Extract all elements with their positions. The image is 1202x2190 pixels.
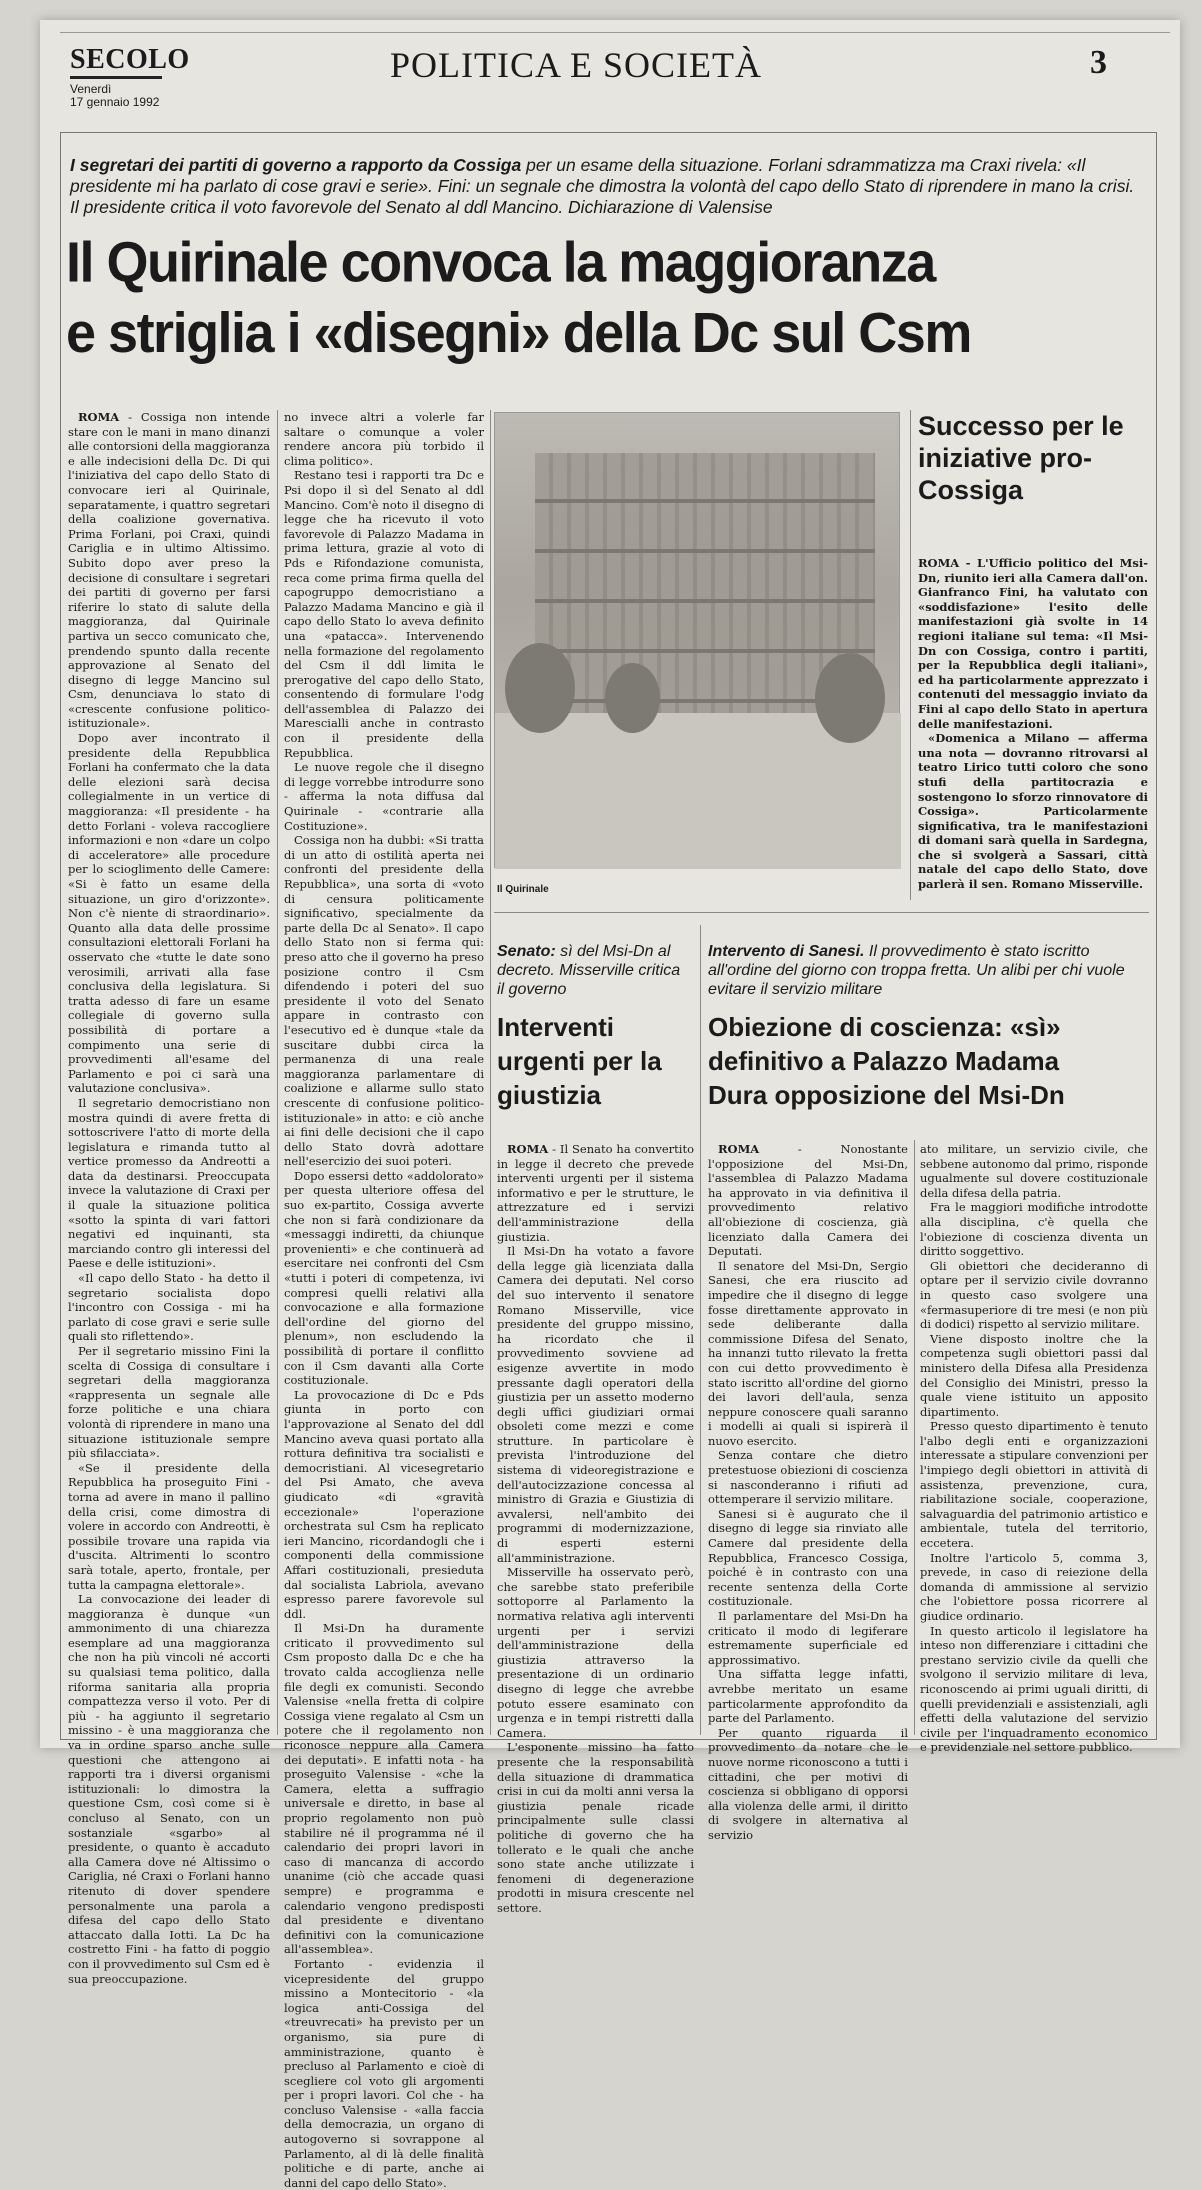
article2-kicker-bold: Senato: [497, 943, 556, 960]
paragraph: ato militare, un servizio civile, che sebbene autonomo dal primo, risponde ugualmente sul dovere costituzionale della difesa della patria. [920, 1142, 1148, 1200]
column-divider [914, 1140, 915, 1735]
paragraph: Fra le maggiori modifiche introdotte alla disciplina, c'è quella che l'obiezione di coscienza diventa un diritto soggettivo. [920, 1200, 1148, 1259]
dateline: ROMA [78, 410, 120, 424]
article2-kicker [497, 942, 687, 999]
article3-body-column-2 [920, 1142, 1148, 1755]
sidebar-headline: Successo per le iniziative pro-Cossiga [918, 411, 1124, 505]
paragraph: Presso questo dipartimento è tenuto l'albo degli enti e organizzazioni interessate a stipulare convenzioni per l'impiego degli obiettori in attività di assistenza, prevenzione, cura, riabilitazione sociale, cooperazione, salvaguardia del patrimonio artistico e ambientale, tutela del territorio, eccetera. [920, 1419, 1148, 1551]
paragraph: Gli obiettori che decideranno di optare per il servizio civile dovranno in questo caso svolgere una «fermasuperiore di tre mesi (e non più di dodici) rispetto al servizio militare. [920, 1258, 1148, 1332]
photo-tree [815, 653, 885, 743]
issue-date: 17 gennaio 1992 [70, 95, 160, 109]
paragraph: - Nonostante l'opposizione del Msi-Dn, l'assemblea di Palazzo Madama ha approvato in via definitiva il provvedimento relativo all'obiezione di coscienza, già licenziato dalla Camera dei Deputati. [708, 1142, 908, 1259]
column-divider [700, 925, 701, 1735]
page-number: 3 [1090, 44, 1107, 81]
main-kicker [70, 155, 1140, 218]
paragraph: Cossiga non ha dubbi: «Si tratta di un atto di ostilità aperta nei confronti del presidente della Repubblica», una sorta di «voto di censura politicamente significativo, specialmente da parte della Dc al Senato». Il capo dello Stato non si ferma qui: preso atto che il governo ha preso posizione contro il Csm difendendo i poteri del suo presidente il voto del Senato appare in contrasto con l'esecutivo ed è dunque «tale da suscitare dubbi circa la permanenza di una reale maggioranza parlamentare di coalizione e allarme sullo stato crescente di confusione politico-istituzionale» in atto: e ciò anche ai fini delle decisioni che il capo dello Stato dovrà adottare nell'esercizio dei suoi poteri. [284, 833, 484, 1169]
paragraph: Il segretario democristiano non mostra quindi di avere fretta di sottoscrivere l'atto di morte della legislatura e rimanda tutto al vertice promesso da Andreotti a data da destinarsi. Preoccupata invece la valutazione di Craxi per il quale la situazione politica «sotto la spinta di vari fattori negativi ed inquinanti, sta marciando contro gli interessi del Paese e delle istituzioni». [68, 1095, 270, 1271]
article3-headline [708, 1010, 1148, 1112]
main-kicker-text: per un esame della situazione. Forlani sdrammatizza ma Craxi rivela: «Il presidente mi ha parlato di cose gravi e serie». Fini: un segnale che dimostra la volontà del capo dello Stato di riprendere in mano la crisi. Il presidente critica il voto favorevole del Senato al ddl Mancino. Dichiarazione di Valensise [70, 155, 1135, 217]
article2-headline: Interventi urgenti per la giustizia [497, 1012, 662, 1110]
main-headline [66, 228, 1151, 369]
paragraph: Misserville ha osservato però, che sarebbe stato preferibile sottoporre al Parlamento la normativa relativa agli interventi urgenti per i servizi dell'amministrazione della giustizia attraverso la presentazione di un ordinario disegno di legge che avrebbe potuto essere esaminato con urgenza e in tempi ristretti dalla Camera. [497, 1565, 694, 1740]
paragraph: ROMA - L'Ufficio politico del Msi-Dn, riunito ieri alla Camera dall'on. Gianfranco Fini, ha valutato con «soddisfazione» l'esito delle manifestazioni già svolte in 14 regioni italiane sul tema: «Il Msi-Dn con Cossiga, contro i partiti, per la Repubblica degli italiani», ed ha particolarmente apprezzato i contenuti del messaggio inviato da Fini al capo dello Stato in apertura delle manifestazioni. [918, 556, 1148, 731]
top-rule [60, 32, 1170, 33]
paragraph: Viene disposto inoltre che la competenza sugli obiettori passi dal ministero della Difesa alla Presidenza del Consiglio dei Ministri, presso la quale viene istituito un apposito dipartimento. [920, 1331, 1148, 1419]
paragraph: Per quanto riguarda il provvedimento da notare che le nuove norme riconoscono a tutti i cittadini, che per motivi di coscienza si obbligano di opporsi alla violenza delle armi, il diritto di svolgere in alternativa al servizio [708, 1725, 908, 1842]
article3-headline-line1: Obiezione di coscienza: «sì» [708, 1012, 1061, 1042]
main-article-column-1 [68, 410, 270, 1986]
paragraph: Il Msi-Dn ha votato a favore della legge già licenziata dalla Camera dei deputati. Nel corso del suo intervento il senatore Romano Misserville, vice presidente del gruppo missino, ha ricordato che il provvedimento sovviene ad esigenze avvertite in modo pressante dagli operatori della giustizia per un assetto moderno degli uffici giudiziari ormai obsoleti come mezzi e come strutture. In particolare è prevista l'introduzione del sistema di videoregistrazione e dell'autocizzazione concessa al ministro di Grazia e Giustizia di avvalersi, nell'ambito dei programmi di modernizzazione, di esperti esterni all'amministrazione. [497, 1244, 694, 1565]
photo-caption: Il Quirinale [497, 884, 549, 895]
paragraph: - Il Senato ha convertito in legge il decreto che prevede interventi urgenti per il sistema informativo e per le strutture, le attrezzature ed i servizi dell'amministrazione della giustizia. [497, 1142, 694, 1244]
paragraph: La convocazione dei leader di maggioranza è dunque «un ammonimento di una chiarezza esemplare ad una maggioranza che non ha più vincoli né accorti su qualsiasi tema politico, dalla riforma sanitaria alla propria compattezza verso il voto. Per di più - ha aggiunto il segretario missino - è una maggioranza che va in ordine sparso anche sulle questioni che attengono ai rapporti tra i diversi organismi istituzionali: lo dimostra la questione Csm, così come si è concluso al Senato, con un sostanziale «sgarbo» al presidente, o quanto è accaduto alla Camera dove né Altissimo o Cariglia, né Craxi o Forlani hanno ritenuto di dover spendere personalmente una parola a difesa del capo dello Stato attaccato dalla Iotti. La Dc ha costretto Fini - ha fatto di poggio con il provvedimento sul Csm ed è sua preoccupazione. [68, 1592, 270, 1986]
main-headline-line1: Il Quirinale convoca la maggioranza [66, 231, 935, 295]
quirinale-photo [494, 412, 900, 868]
photo-tree [505, 643, 575, 733]
paragraph: no invece altri a volerle far saltare o comunque a voler rendere ancora più torbido il clima politico». [284, 410, 484, 468]
main-kicker-bold: I segretari dei partiti di governo a rapporto da Cossiga [70, 155, 522, 175]
article3-headline-line3: Dura opposizione del Msi-Dn [708, 1080, 1065, 1110]
column-divider [490, 410, 491, 1735]
article2-body [497, 1142, 694, 1915]
article3-kicker-text: Il provvedimento è stato iscritto all'ordine del giorno con troppa fretta. Un alibi per chi vuole evitare il servizio militare [708, 943, 1125, 998]
paragraph: Fortanto - evidenzia il vicepresidente del gruppo missino a Montecitorio - «la logica anti-Cossiga del «treuvrecati» ha previsto per un organismo, sia pure di amministrazione, quanto è precluso al Parlamento e cioè di scegliere col voto gli argomenti per i propri lavori. Col che - ha concluso Valensise - «alla faccia della democrazia, un organo di autogoverno si sovrappone al Parlamento, al di là delle finalità politiche e di parte, anche ai danni del capo dello Stato». [284, 1956, 484, 2190]
paragraph: - Cossiga non intende stare con le mani in mano dinanzi alle contorsioni della maggioranza e alle indecisioni della Dc. Di qui l'iniziativa del capo dello Stato di convocare ieri al Quirinale, separatamente, i quattro segretari della coalizione governativa. Prima Forlani, poi Craxi, quindi Cariglia e in ultimo Altissimo. Subito dopo aver preso la decisione di consultare i segretari dei partiti di governo per farsi riferire lo stato di salute della maggioranza, dal Quirinale partiva un secco comunicato che, prendendo spunto dalla recente approvazione al Senato del disegno di legge Mancino sul Csm, denunciava lo stato di «crescente confusione politico-istituzionale». [68, 410, 270, 731]
column-divider [277, 410, 278, 1735]
paragraph: «Il capo dello Stato - ha detto il segretario socialista dopo l'incontro con Cossiga - mi ha parlato di cose gravi e serie sulle quali sto riflettendo». [68, 1271, 270, 1344]
article3-body-column-1 [708, 1142, 908, 1842]
dateline: ROMA [507, 1142, 549, 1156]
paragraph: Il Msi-Dn ha duramente criticato il provvedimento sul Csm proposto dalla Dc e che ha trovato calda accoglienza nelle file degli ex comunisti. Secondo Valensise «nella fretta di colpire Cossiga viene regalato al Csm un potere che il regolamento non riconosce neppure alla Camera dei deputati». E infatti nota - ha proseguito Valensise - «che la Camera, eletta a suffragio universale e diretto, in base al proprio regolamento non può stabilire né il programma né il calendario dei propri lavori in caso di mancanza di accordo unanime (ciò che accade quasi sempre) e programma e calendario vengono predisposti dal presidente e diventano definitivi con la comunicazione all'assemblea». [284, 1621, 484, 1957]
section-title: POLITICA E SOCIETÀ [390, 45, 762, 85]
issue-day: Venerdì [70, 82, 112, 96]
paragraph: La provocazione di Dc e Pds giunta in porto con l'approvazione al Senato del ddl Mancino aveva quasi portato alla rottura definitiva tra socialisti e democristiani. Al vicesegretario del Psi Amato, che aveva giudicato «di «gravità eccezionale» l'operazione orchestrata sul Csm ha replicato ieri Mancino, ricordandogli che i componenti della commissione Affari costituzionali, presieduta dal socialista Labriola, avevano espresso parere favorevole sul ddl. [284, 1387, 484, 1621]
paragraph: Il senatore del Msi-Dn, Sergio Sanesi, che era riuscito ad impedire che il disegno di legge fosse direttamente approvato in sede deliberante dalla commissione Difesa del Senato, ha innanzi tutto rilevato la fretta con cui detto provvedimento è stato iscritto all'ordine del giorno dei lavori dell'aula, senza neppure conoscere quali saranno i modelli ai quali si ispirerà il nuovo esercito. [708, 1258, 908, 1448]
photo-tree [605, 663, 660, 733]
paragraph: Dopo aver incontrato il presidente della Repubblica Forlani ha confermato che la data delle elezioni sarà decisa collegialmente in un vertice di maggioranza: «Il presidente - ha detto Forlani - voleva raccogliere informazioni e non «dare un colpo di acceleratore» alle procedure per lo scioglimento delle Camere: «Si è fatto un esame della situazione, un giro d'orizzonte». Non c'è niente di straordinario». Quanto alla data delle prossime consultazioni elettorali Forlani ha osservato che «tutte le date sono verosimili, arrivati alla fase conclusiva della legislatura. Si tratta adesso di fare un esame collegiale di governo sulla possibilità di portare a compimento una serie di provvedimenti all'esame del Parlamento e poi ci sarà una valutazione conclusiva». [68, 731, 270, 1096]
main-article-column-2 [284, 410, 484, 2190]
main-headline-line2: e striglia i «disegni» della Dc sul Csm [66, 301, 971, 365]
sidebar-body [918, 556, 1148, 896]
paragraph: Sanesi si è augurato che il disegno di legge sia rinviato alle Camere dal presidente della Repubblica, Francesco Cossiga, poiché è in contrasto con una recente sentenza della Corte costituzionale. [708, 1506, 908, 1609]
dateline: ROMA [718, 1142, 760, 1156]
paragraph: Restano tesi i rapporti tra Dc e Psi dopo il sì del Senato al ddl Mancino. Com'è noto il disegno di legge che ha ricevuto il voto favorevole di Palazzo Madama in prima lettura, grazie al voto di Pds e Rifondazione comunista, reca come prima firma quella del capogruppo democristiano a Palazzo Madama Mancino e già il capo dello Stato lo aveva definito una «patacca». Intervenendo nella formazione del regolamento del Csm il ddl limita le prerogative del capo dello Stato, consentendo di formulare l'odg dell'assemblea di Palazzo dei Marescialli anche in contrasto con il presidente della Repubblica. [284, 468, 484, 760]
logo-underline [70, 76, 162, 79]
article3-kicker [708, 942, 1148, 999]
paragraph: L'esponente missino ha fatto presente che la responsabilità della situazione di drammatica crisi in cui da molti anni versa la giustizia penale ricade principalmente sulle classi politiche di governo che ha tollerato e le quali che anche sono state anche utilizzate i fenomeni di degenerazione prodotti in misura crescente nel settore. [497, 1740, 694, 1915]
paragraph: Il parlamentare del Msi-Dn ha criticato il modo di legiferare estremamente superficiale ed approssimativo. [708, 1609, 908, 1667]
paragraph: «Se il presidente della Repubblica ha proseguito Fini - torna ad avere in mano il pallino della crisi, come dimostra di volere in accordo con Andreotti, è possibile trovare una rapida via d'uscita. Altrimenti lo scontro sarà totale, aperto, frontale, per tutta la campagna elettorale». [68, 1460, 270, 1592]
paragraph: «Domenica a Milano — afferma una nota — dovranno ritrovarsi al teatro Lirico tutti coloro che sono stufi della partitocrazia e sostengono lo sforzo rinnovatore di Cossiga». Particolarmente significativa, tra le manifestazioni di domani sarà quella in Sardegna, che si svolgerà a Sassari, città natale del capo dello Stato, dove parlerà il sen. Romano Misserville. [918, 731, 1148, 892]
paragraph: Dopo essersi detto «addolorato» per questa ulteriore offesa del suo ex-partito, Cossiga avverte che non si farà condizionare da «messaggi indiretti, da chiunque provenienti» e che continuerà ad esercitare nei confronti del Csm «tutti i poteri di competenza, ivi compresi quelli relativi alla convocazione e alla formazione dell'ordine del giorno del plenum», non escludendo la possibilità di portare il conflitto con il Csm davanti alla Corte costituzionale. [284, 1168, 484, 1388]
article3-kicker-bold: Intervento di Sanesi. [708, 943, 865, 960]
paragraph: Inoltre l'articolo 5, comma 3, prevede, in caso di reiezione della domanda di ammissione al servizio che l'obiettore possa ricorrere al giudice ordinario. [920, 1550, 1148, 1623]
section-divider [494, 912, 1149, 913]
paragraph: Per il segretario missino Fini la scelta di Cossiga di consultare i segretari della maggioranza «rappresenta un segnale alle forze politiche e una chiara volontà di riprendere in mano una situazione istituzionale sempre più sfilacciata». [68, 1344, 270, 1461]
article3-headline-line2: definitivo a Palazzo Madama [708, 1046, 1060, 1076]
column-divider [910, 410, 911, 900]
article2-kicker-text: sì del Msi-Dn al decreto. Misserville critica il governo [497, 943, 681, 998]
paragraph: In questo articolo il legislatore ha inteso non differenziare i cittadini che prestano servizio civile da quelli che svolgono il servizio militare di leva, riconoscendo ai primi uguali diritti, di quelli previdenziali e assistenziali, agli effetti della valutazione del servizio civile per l'inquadramento economico e previdenziale nel settore pubblico. [920, 1623, 1148, 1755]
paragraph: Le nuove regole che il disegno di legge vorrebbe introdurre sono - afferma la nota diffusa dal Quirinale - «contrarie alla Costituzione». [284, 760, 484, 833]
paragraph: Senza contare che dietro pretestuose obiezioni di coscienza si nasconderanno i rifiuti ad ottemperare il servizio militare. [708, 1448, 908, 1507]
newspaper-logo: SECOLO [70, 44, 190, 75]
paragraph: Una siffatta legge infatti, avrebbe meritato un esame particolarmente approfondito da parte del Parlamento. [708, 1667, 908, 1726]
